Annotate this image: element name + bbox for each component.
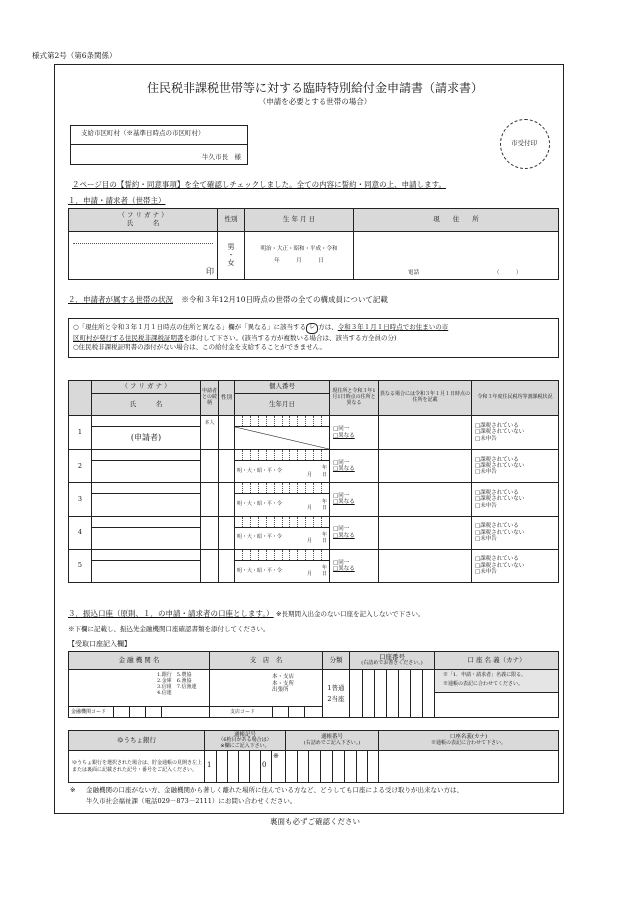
- holder-field[interactable]: [435, 670, 559, 718]
- row-same-option[interactable]: □同一: [333, 526, 350, 533]
- branch-header: 支 店 名: [210, 652, 323, 670]
- row-gender-field[interactable]: [219, 416, 235, 450]
- row-relation-field[interactable]: [201, 516, 219, 549]
- row-furigana-field[interactable]: [92, 516, 201, 527]
- yucho-holder-header: 口座名義(カナ): [449, 734, 488, 741]
- row-jan-address-field[interactable]: [379, 416, 472, 450]
- form-number: 様式第2号（第6条関係）: [32, 51, 117, 60]
- section3-heading: ３．振込口座（原則、１．の申請・請求者の口座とします。）: [68, 609, 274, 618]
- row-tax-taxed[interactable]: □課税されている: [475, 423, 519, 430]
- yucho-holder-note: ※通帳の表記に合わせて下さい。: [430, 739, 506, 746]
- account-number-sub: (右詰めでお書きください。): [361, 660, 423, 667]
- row-diff-option[interactable]: □異なる: [333, 432, 355, 439]
- branch-code-label: 支店コード: [230, 709, 256, 716]
- holder-note1: ※「1．申請・請求者」名義に限る。: [443, 672, 527, 678]
- row-tax-unreported[interactable]: □未申告: [475, 469, 497, 476]
- municipality-box: [70, 125, 248, 165]
- passbook-digit-zero: 0: [262, 761, 267, 769]
- row-gender-field[interactable]: [219, 450, 235, 483]
- row-same-option[interactable]: □同一: [333, 459, 350, 466]
- household-relation-header: 申請者との続柄: [201, 381, 219, 416]
- row-jan-address-field[interactable]: [379, 516, 472, 549]
- row-era-options: 明・大・昭・平・令: [237, 501, 283, 508]
- applicant-table: [68, 208, 559, 280]
- household-birth-header: 生年月日: [235, 394, 330, 416]
- row-tax-untaxed[interactable]: □課税されていない: [475, 496, 525, 503]
- seal-mark: 印: [206, 266, 214, 276]
- household-mynumber-header: 個人番号: [235, 381, 330, 394]
- holder-header: 口 座 名 義（カナ）: [435, 652, 559, 670]
- notice-line3: ○住民税非課税証明書の添付がない場合は、この給付金を支給することができません。: [73, 343, 327, 352]
- row-date-units: 年 月 日: [306, 465, 327, 478]
- birth-date-units: 年 月 日: [274, 258, 324, 265]
- bank-name-header: 金 融 機 関 名: [69, 652, 210, 670]
- row-tax-unreported[interactable]: □未申告: [475, 569, 497, 576]
- household-row: [69, 549, 559, 560]
- row-furigana-field[interactable]: [92, 483, 201, 494]
- applicant-name-field[interactable]: [69, 231, 218, 279]
- birth-header: 生 年 月 日: [245, 209, 354, 232]
- row-tax-taxed[interactable]: □課税されている: [475, 490, 519, 496]
- row-birth-field[interactable]: [235, 427, 330, 450]
- row-tax-taxed[interactable]: □課税されている: [475, 523, 519, 530]
- row-relation-field[interactable]: [201, 483, 219, 516]
- account-type-header: 分類: [323, 652, 350, 670]
- passbook-symbol-header: 通帳記号: [233, 731, 256, 738]
- row-birth-field[interactable]: [235, 527, 330, 549]
- row-date-units: 年 月 日: [306, 531, 327, 545]
- row-diff-option[interactable]: □異なる: [333, 565, 355, 572]
- footnote-mark: ※: [70, 786, 76, 794]
- row-relation-field[interactable]: [201, 416, 219, 450]
- row-relation: 本人: [204, 420, 215, 426]
- row-tax-unreported[interactable]: □未申告: [475, 435, 497, 442]
- row-tax-untaxed[interactable]: □課税されていない: [475, 463, 525, 470]
- row-furigana-field[interactable]: [92, 549, 201, 560]
- page-title: 住民税非課税世帯等に対する臨時特別給付金申請書（請求書）: [146, 81, 483, 95]
- household-tax-header: 令和３年度住民税均等割課税状況: [472, 381, 559, 416]
- notice-box: [68, 318, 559, 358]
- row-number: 4: [77, 527, 83, 536]
- row-diff-option[interactable]: □異なる: [333, 466, 355, 473]
- row-tax-untaxed[interactable]: □課税されていない: [475, 529, 525, 536]
- row-number: 1: [77, 427, 83, 436]
- row-diff-option[interactable]: □異なる: [333, 499, 355, 506]
- notice-line2-a: 区町村が発行する住民税非課税証明書: [73, 333, 184, 342]
- row-date-units: 年 月 日: [306, 564, 327, 578]
- passbook-symbol-field[interactable]: [205, 751, 286, 783]
- row-number: 5: [77, 561, 83, 570]
- gender-options[interactable]: 男 ・ 女: [218, 231, 245, 279]
- branch-field[interactable]: [210, 670, 323, 718]
- account-type-options[interactable]: 1普通 2当座: [323, 670, 350, 718]
- household-gender-header: 性別: [219, 381, 235, 416]
- row-furigana-field[interactable]: [92, 416, 201, 427]
- section2-heading-line: [68, 296, 388, 305]
- row-tax-unreported[interactable]: □未申告: [475, 535, 497, 542]
- footnote-line2: 牛久市社会福祉課（電話029－873－2111）にお問い合わせください。: [86, 797, 297, 805]
- row-tax-taxed[interactable]: □課税されている: [475, 456, 519, 463]
- address-field[interactable]: [354, 231, 559, 279]
- row-mynumber-field[interactable]: [235, 450, 330, 461]
- row-same-option[interactable]: □同一: [333, 493, 350, 500]
- footer-note: 裏面も必ずご確認ください: [270, 817, 360, 826]
- section2-heading: ２．申請者が属する世帯の状況: [68, 295, 173, 304]
- row-era-options: 明・大・昭・平・令: [237, 567, 283, 574]
- row-tax-taxed[interactable]: □課税されている: [475, 556, 519, 563]
- yucho-table: [68, 730, 559, 783]
- notice-line1-b: 方は、: [318, 323, 338, 331]
- row-tax-untaxed[interactable]: □課税されていない: [475, 562, 525, 569]
- receiving-label: 【受取口座記入欄】: [68, 640, 131, 648]
- notice-line1-a: ○「現住所と令和３年１月１日時点の住所と異なる」欄が「異なる」に該当する: [73, 323, 307, 331]
- passbook-asterisk: ※: [273, 752, 279, 760]
- row-furigana-field[interactable]: [92, 450, 201, 461]
- holder-note2: ※通帳の表記に合わせてください。: [443, 681, 524, 687]
- yucho-header: ゆうちょ銀行: [69, 731, 205, 751]
- bank-code-label: 金融機関コード: [71, 709, 107, 716]
- row-name: (申請者): [130, 433, 162, 443]
- row-name-field[interactable]: [92, 494, 201, 516]
- birth-field[interactable]: [245, 231, 354, 279]
- passbook-number-field[interactable]: [286, 751, 379, 783]
- row-date-units: 年 月 日: [306, 498, 327, 511]
- pledge-line: ２ページ目の【誓約・同意事項】を全て確認しチェックしました。全ての内容に誓約・同意の上、申請します。: [72, 180, 447, 189]
- row-relation-field[interactable]: [201, 549, 219, 582]
- row-birth-field[interactable]: [235, 560, 330, 582]
- household-samediff-header: 現住所と令和３年1月1日時点の住所と異なる: [330, 381, 379, 416]
- municipality-label: 支給市区町村（※基準日時点の市区町村）: [81, 129, 205, 137]
- row-mynumber-field[interactable]: [235, 549, 330, 560]
- row-tax-untaxed[interactable]: □課税されていない: [475, 429, 525, 436]
- row-number: 3: [77, 494, 83, 503]
- row-birth-field[interactable]: [235, 494, 330, 516]
- section2-note: ※令和３年12月10日時点の世帯の全ての構成員について記載: [181, 295, 388, 304]
- section3-heading-line: [68, 610, 425, 619]
- household-name-header: 氏 名: [92, 394, 201, 416]
- row-mynumber-field[interactable]: [235, 516, 330, 527]
- section3-instruction: ※下欄に記載し、振込先金融機関口座確認書類を添付してください。: [68, 625, 270, 633]
- row-gender-field[interactable]: [219, 516, 235, 549]
- yucho-holder-field[interactable]: [379, 751, 559, 783]
- notice-check-icon: レ: [306, 323, 318, 334]
- household-furigana-header: （ フ リ ガ ナ ）: [92, 381, 201, 394]
- row-diff-option[interactable]: □異なる: [333, 532, 355, 539]
- row-jan-address-field[interactable]: [379, 483, 472, 516]
- row-tax-unreported[interactable]: □未申告: [475, 502, 497, 509]
- row-birth-field[interactable]: [235, 461, 330, 483]
- row-name-field[interactable]: [92, 461, 201, 483]
- yucho-note: ゆうちょ銀行を選択された場合は、貯金通帳の見開き左上または裏面に記載された記号・番号をご記入ください。: [69, 751, 205, 783]
- row-gender-field[interactable]: [219, 483, 235, 516]
- household-row: [69, 416, 559, 427]
- row-name-field[interactable]: [92, 527, 201, 549]
- reception-stamp-label: 市受付印: [511, 139, 537, 147]
- row-name-field[interactable]: [92, 427, 201, 450]
- municipality-addressee: 牛久市長 様: [202, 153, 241, 161]
- applicant-name-header: 氏 名: [126, 218, 160, 227]
- gender-header: 性別: [218, 209, 245, 232]
- footnote-line1: 金融機関の口座がない方、金融機関から著しく離れた場所に住んでいる方など、どうしても口座による受け取りが出来ない方は、: [86, 786, 463, 794]
- applicant-furigana-header: （ フ リ ガ ナ ）: [118, 211, 168, 220]
- address-header: 現 住 所: [354, 209, 559, 232]
- row-name-field[interactable]: [92, 560, 201, 582]
- row-relation-field[interactable]: [201, 450, 219, 483]
- section3-note: ※長期間入出金のない口座を記入しないで下さい。: [276, 610, 425, 618]
- row-gender-field[interactable]: [219, 549, 235, 582]
- birth-era-options: 明治・大正・昭和・平成・令和: [260, 246, 338, 253]
- row-era-options: 明・大・昭・平・令: [237, 467, 283, 474]
- household-janaddress-header: 異なる場合には令和３年１月１日時点の住所を記載: [379, 381, 472, 416]
- row-mynumber-field[interactable]: [235, 416, 330, 427]
- account-number-header: 口座番号: [379, 652, 405, 661]
- passbook-symbol-sub: （6桁目がある場合は） ※欄にご記入下さい。: [218, 737, 272, 749]
- row-mynumber-field[interactable]: [235, 483, 330, 494]
- account-number-field[interactable]: [350, 670, 435, 718]
- page-subtitle: （申請を必要とする世帯の場合）: [258, 97, 372, 106]
- row-number: 2: [77, 461, 83, 470]
- passbook-digit-one: 1: [207, 761, 212, 769]
- row-jan-address-field[interactable]: [379, 450, 472, 483]
- row-same-option[interactable]: □同一: [333, 559, 350, 566]
- passbook-number-header: 通帳番号: [320, 734, 343, 741]
- bank-table: [68, 651, 559, 718]
- row-jan-address-field[interactable]: [379, 549, 472, 582]
- household-row: [69, 516, 559, 527]
- notice-line1-c: 令和３年１月１日時点でお住まいの市: [337, 323, 449, 331]
- phone-label: 電話: [408, 269, 420, 276]
- household-table: [68, 380, 559, 583]
- bank-name-field[interactable]: [69, 670, 210, 718]
- diagonal-line: [235, 427, 329, 449]
- notice-line2-b: を添付して下さい。(該当する方が複数いる場合は、該当する方全員の分): [183, 333, 397, 342]
- section1-heading: １．申請・請求者（世帯主）: [68, 196, 166, 205]
- bank-type-options: 1.銀行 5.農協 2.金庫 6.漁協 3.信組 7.信漁連 4.信連: [157, 672, 197, 696]
- row-same-option[interactable]: □同一: [333, 426, 350, 433]
- household-row: [69, 483, 559, 494]
- branch-type-options: 本・支店 本・支所 出張所: [272, 674, 295, 694]
- passbook-number-sub: (右詰めでご記入下さい。): [303, 739, 361, 746]
- row-era-options: 明・大・昭・平・令: [237, 534, 283, 541]
- phone-parens: （ ）: [494, 269, 522, 276]
- household-row: [69, 450, 559, 461]
